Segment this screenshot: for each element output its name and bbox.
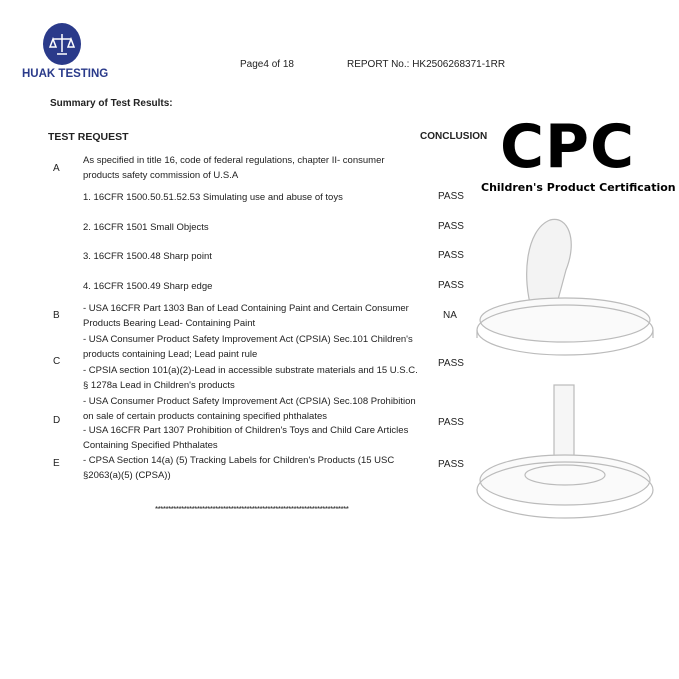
result: PASS	[438, 250, 464, 261]
result: PASS	[438, 280, 464, 291]
report-number: REPORT No.: HK2506268371-1RR	[347, 59, 506, 70]
row-text: - USA 16CFR Part 1303 Ban of Lead Containing Paint and Certain Consumer Products Bearing Lead- Containing Paint	[83, 303, 409, 329]
result: PASS	[438, 191, 464, 202]
row-letter: D	[53, 415, 61, 426]
row-text: 2. 16CFR 1501 Small Objects	[83, 222, 209, 233]
column-conclusion: CONCLUSION	[420, 131, 488, 142]
result: NA	[443, 310, 457, 321]
row-text: 4. 16CFR 1500.49 Sharp edge	[83, 281, 213, 292]
row-letter: B	[53, 310, 60, 321]
huak-logo-icon	[42, 22, 82, 66]
row-letter: E	[53, 458, 60, 469]
cpc-title: CPC	[500, 112, 636, 182]
row-text: - USA 16CFR Part 1307 Prohibition of Children's Toys and Child Care Articles Containing Specified Phthalates	[83, 425, 409, 451]
result: PASS	[438, 358, 464, 369]
row-letter: C	[53, 356, 61, 367]
column-test-request: TEST REQUEST	[48, 131, 129, 143]
row-text: - USA Consumer Product Safety Improvement Act (CPSIA) Sec.108 Prohibition on sale of certain products containing specified phthalates	[83, 396, 416, 422]
result: PASS	[438, 221, 464, 232]
company-name: HUAK TESTING	[22, 68, 109, 80]
row-letter: A	[53, 163, 60, 174]
sippy-cup-lid-image	[470, 210, 670, 540]
page-number: Page4 of 18	[240, 59, 294, 70]
row-text: - USA Consumer Product Safety Improvement Act (CPSIA) Sec.101 Children's products containing Lead; Lead paint rule	[83, 334, 413, 360]
row-text: - CPSA Section 14(a) (5) Tracking Labels for Children's Products (15 USC §2063(a)(5) (CPSA))	[83, 455, 395, 481]
end-of-report-marker: **************************************************************************	[155, 505, 349, 514]
row-text: - CPSIA section 101(a)(2)-Lead in accessible substrate materials and 15 U.S.C. § 1278a Lead in Children's products	[83, 365, 418, 391]
row-text: 1. 16CFR 1500.50.51.52.53 Simulating use and abuse of toys	[83, 192, 343, 203]
cpc-subtitle: Children's Product Certification	[481, 181, 676, 194]
row-text: As specified in title 16, code of federal regulations, chapter II- consumer products safety commission of U.S.A	[83, 155, 385, 181]
row-text: 3. 16CFR 1500.48 Sharp point	[83, 251, 212, 262]
result: PASS	[438, 459, 464, 470]
summary-title: Summary of Test Results:	[50, 98, 173, 109]
result: PASS	[438, 417, 464, 428]
